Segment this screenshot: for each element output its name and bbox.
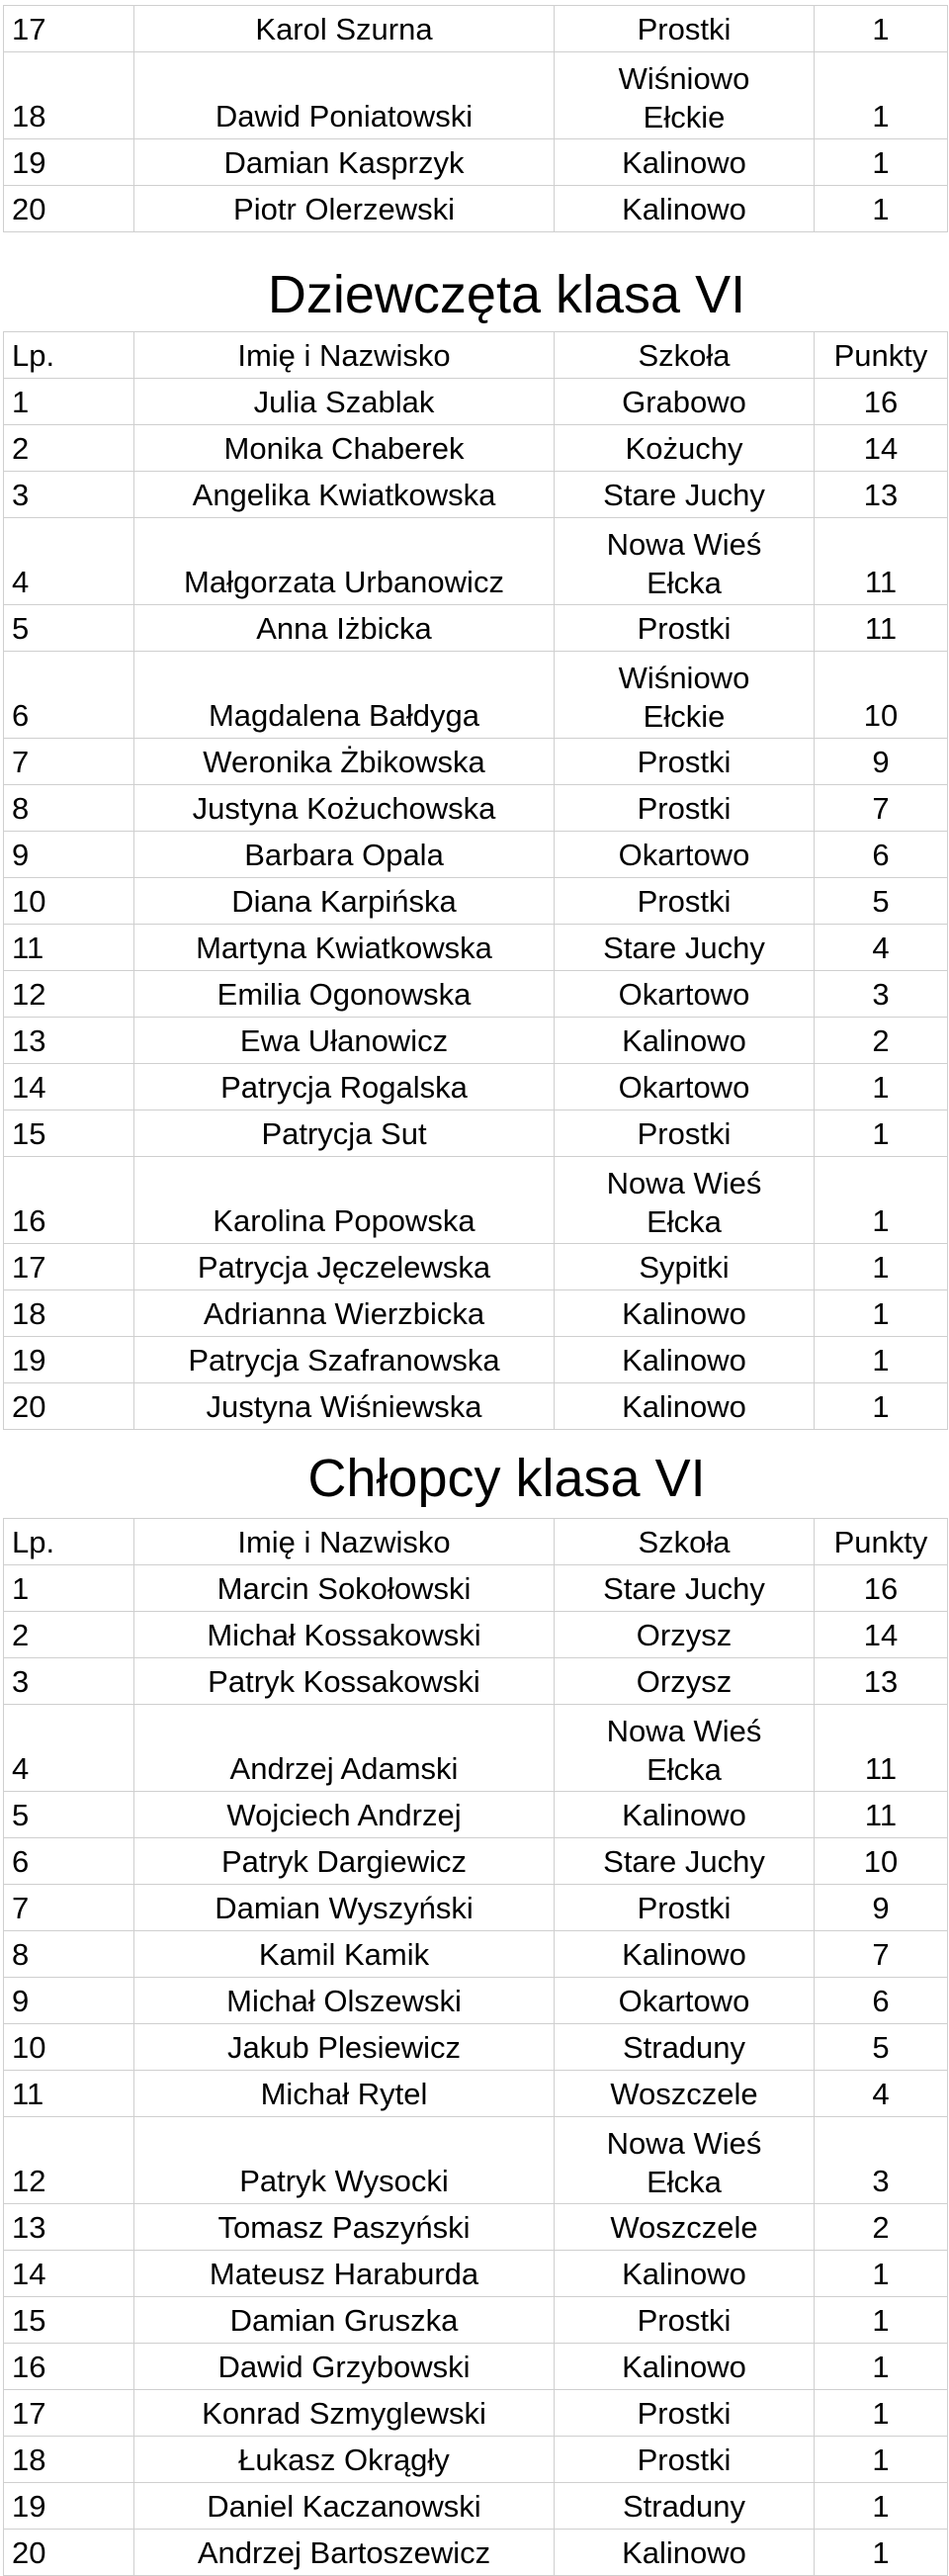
header-lp: Lp. [4, 1519, 134, 1565]
points-cell: 9 [815, 739, 948, 785]
school-cell: Stare Juchy [555, 1838, 815, 1885]
section-title-text: Dziewczęta klasa VI [267, 265, 746, 324]
points-cell: 1 [815, 2437, 948, 2483]
points-cell: 1 [815, 1064, 948, 1110]
points-cell: 1 [815, 2530, 948, 2576]
lp-cell: 18 [4, 52, 134, 139]
lp-cell: 15 [4, 2297, 134, 2344]
name-cell: Kamil Kamik [134, 1931, 555, 1978]
school-cell: Nowa Wieś Ełcka [555, 2117, 815, 2204]
points-cell: 1 [815, 1383, 948, 1430]
lp-cell: 11 [4, 925, 134, 971]
school-cell: Kalinowo [555, 186, 815, 232]
points-cell: 1 [815, 2251, 948, 2297]
points-cell: 6 [815, 832, 948, 878]
table-row [4, 52, 948, 139]
lp-cell: 17 [4, 1244, 134, 1290]
points-cell: 10 [815, 652, 948, 739]
school-cell: Nowa Wieś Ełcka [555, 1705, 815, 1792]
name-cell: Damian Wyszyński [134, 1885, 555, 1931]
lp-cell: 4 [4, 1705, 134, 1792]
lp-cell: 19 [4, 2483, 134, 2530]
school-cell: Okartowo [555, 832, 815, 878]
points-cell: 16 [815, 379, 948, 425]
points-cell: 10 [815, 1838, 948, 1885]
school-cell: Kalinowo [555, 1383, 815, 1430]
school-cell: Prostki [555, 785, 815, 832]
results-table-girls [3, 331, 948, 1430]
name-cell: Damian Kasprzyk [134, 139, 555, 186]
name-cell: Barbara Opala [134, 832, 555, 878]
section-title-text: Chłopcy klasa VI [307, 1449, 706, 1508]
name-cell: Konrad Szmyglewski [134, 2390, 555, 2437]
lp-cell: 19 [4, 1337, 134, 1383]
lp-cell: 17 [4, 2390, 134, 2437]
points-cell: 2 [815, 2204, 948, 2251]
points-cell: 1 [815, 1157, 948, 1244]
table-row [4, 739, 948, 785]
table-row [4, 925, 948, 971]
table-row [4, 1064, 948, 1110]
school-cell: Okartowo [555, 971, 815, 1018]
points-cell: 4 [815, 925, 948, 971]
name-cell: Patryk Kossakowski [134, 1658, 555, 1705]
lp-cell: 5 [4, 605, 134, 652]
name-cell: Mateusz Haraburda [134, 2251, 555, 2297]
table-row [4, 1018, 948, 1064]
table-row [4, 2297, 948, 2344]
school-cell: Kalinowo [555, 1018, 815, 1064]
points-cell: 1 [815, 1290, 948, 1337]
name-cell: Dawid Grzybowski [134, 2344, 555, 2390]
school-cell: Prostki [555, 2390, 815, 2437]
name-cell: Daniel Kaczanowski [134, 2483, 555, 2530]
points-cell: 3 [815, 2117, 948, 2204]
table-row [4, 785, 948, 832]
lp-cell: 10 [4, 2024, 134, 2071]
lp-cell: 20 [4, 186, 134, 232]
name-cell: Julia Szablak [134, 379, 555, 425]
school-cell: Kalinowo [555, 1792, 815, 1838]
school-cell: Nowa Wieś Ełcka [555, 1157, 815, 1244]
lp-cell: 7 [4, 1885, 134, 1931]
name-cell: Andrzej Adamski [134, 1705, 555, 1792]
table-row [4, 1157, 948, 1244]
name-cell: Michał Kossakowski [134, 1612, 555, 1658]
table-row [4, 2071, 948, 2117]
lp-cell: 19 [4, 139, 134, 186]
points-cell: 14 [815, 425, 948, 472]
lp-cell: 20 [4, 2530, 134, 2576]
school-cell: Orzysz [555, 1612, 815, 1658]
points-cell: 1 [815, 6, 948, 52]
name-cell: Anna Iżbicka [134, 605, 555, 652]
table-row [4, 1290, 948, 1337]
table-row [4, 1838, 948, 1885]
points-cell: 1 [815, 1337, 948, 1383]
school-cell: Prostki [555, 1110, 815, 1157]
name-cell: Marcin Sokołowski [134, 1565, 555, 1612]
name-cell: Michał Rytel [134, 2071, 555, 2117]
name-cell: Michał Olszewski [134, 1978, 555, 2024]
name-cell: Ewa Ułanowicz [134, 1018, 555, 1064]
lp-cell: 16 [4, 2344, 134, 2390]
table-row [4, 186, 948, 232]
table-row [4, 878, 948, 925]
name-cell: Patryk Wysocki [134, 2117, 555, 2204]
name-cell: Patryk Dargiewicz [134, 1838, 555, 1885]
table-row [4, 1110, 948, 1157]
school-cell: Straduny [555, 2483, 815, 2530]
table-row [4, 1978, 948, 2024]
school-cell: Kożuchy [555, 425, 815, 472]
table-row [4, 518, 948, 605]
header-lp: Lp. [4, 332, 134, 379]
lp-cell: 1 [4, 1565, 134, 1612]
name-cell: Magdalena Bałdyga [134, 652, 555, 739]
points-cell: 3 [815, 971, 948, 1018]
lp-cell: 18 [4, 1290, 134, 1337]
table-row [4, 2344, 948, 2390]
table-row [4, 139, 948, 186]
school-cell: Prostki [555, 878, 815, 925]
name-cell: Patrycja Sut [134, 1110, 555, 1157]
lp-cell: 6 [4, 652, 134, 739]
table-header-row [4, 332, 948, 379]
name-cell: Jakub Plesiewicz [134, 2024, 555, 2071]
points-cell: 7 [815, 1931, 948, 1978]
school-cell: Woszczele [555, 2204, 815, 2251]
school-cell: Stare Juchy [555, 925, 815, 971]
school-cell: Okartowo [555, 1064, 815, 1110]
lp-cell: 3 [4, 472, 134, 518]
school-cell: Woszczele [555, 2071, 815, 2117]
name-cell: Małgorzata Urbanowicz [134, 518, 555, 605]
school-cell: Kalinowo [555, 2344, 815, 2390]
lp-cell: 13 [4, 1018, 134, 1064]
header-school: Szkoła [555, 1519, 815, 1565]
school-cell: Prostki [555, 2437, 815, 2483]
lp-cell: 4 [4, 518, 134, 605]
table-row [4, 1885, 948, 1931]
school-cell: Kalinowo [555, 139, 815, 186]
name-cell: Damian Gruszka [134, 2297, 555, 2344]
results-table-boys [3, 1518, 948, 2576]
name-cell: Weronika Żbikowska [134, 739, 555, 785]
table-row [4, 1337, 948, 1383]
lp-cell: 3 [4, 1658, 134, 1705]
name-cell: Łukasz Okrągły [134, 2437, 555, 2483]
school-cell: Orzysz [555, 1658, 815, 1705]
school-cell: Straduny [555, 2024, 815, 2071]
lp-cell: 13 [4, 2204, 134, 2251]
points-cell: 1 [815, 2483, 948, 2530]
school-cell: Sypitki [555, 1244, 815, 1290]
table-row [4, 2204, 948, 2251]
lp-cell: 17 [4, 6, 134, 52]
school-cell: Prostki [555, 2297, 815, 2344]
points-cell: 1 [815, 2297, 948, 2344]
points-cell: 14 [815, 1612, 948, 1658]
points-cell: 1 [815, 52, 948, 139]
table-body [4, 379, 948, 1430]
section-title-girls [0, 265, 949, 324]
points-cell: 1 [815, 186, 948, 232]
lp-cell: 8 [4, 785, 134, 832]
table-row [4, 605, 948, 652]
lp-cell: 9 [4, 832, 134, 878]
table-row [4, 1612, 948, 1658]
lp-cell: 2 [4, 1612, 134, 1658]
table-row [4, 652, 948, 739]
lp-cell: 8 [4, 1931, 134, 1978]
school-cell: Prostki [555, 605, 815, 652]
points-cell: 5 [815, 2024, 948, 2071]
lp-cell: 14 [4, 1064, 134, 1110]
name-cell: Patrycja Jęczelewska [134, 1244, 555, 1290]
points-cell: 1 [815, 139, 948, 186]
school-cell: Stare Juchy [555, 1565, 815, 1612]
lp-cell: 10 [4, 878, 134, 925]
lp-cell: 11 [4, 2071, 134, 2117]
points-cell: 13 [815, 472, 948, 518]
points-cell: 11 [815, 605, 948, 652]
points-cell: 13 [815, 1658, 948, 1705]
name-cell: Emilia Ogonowska [134, 971, 555, 1018]
header-points: Punkty [815, 1519, 948, 1565]
name-cell: Andrzej Bartoszewicz [134, 2530, 555, 2576]
lp-cell: 2 [4, 425, 134, 472]
table-row [4, 2390, 948, 2437]
school-cell: Kalinowo [555, 2530, 815, 2576]
header-name: Imię i Nazwisko [134, 332, 555, 379]
name-cell: Angelika Kwiatkowska [134, 472, 555, 518]
table-row [4, 6, 948, 52]
name-cell: Karolina Popowska [134, 1157, 555, 1244]
table-row [4, 1244, 948, 1290]
points-cell: 1 [815, 2344, 948, 2390]
lp-cell: 16 [4, 1157, 134, 1244]
table-row [4, 832, 948, 878]
lp-cell: 15 [4, 1110, 134, 1157]
name-cell: Adrianna Wierzbicka [134, 1290, 555, 1337]
school-cell: Prostki [555, 6, 815, 52]
school-cell: Kalinowo [555, 1337, 815, 1383]
lp-cell: 9 [4, 1978, 134, 2024]
lp-cell: 1 [4, 379, 134, 425]
lp-cell: 7 [4, 739, 134, 785]
school-cell: Prostki [555, 739, 815, 785]
table-row [4, 1792, 948, 1838]
points-cell: 7 [815, 785, 948, 832]
lp-cell: 6 [4, 1838, 134, 1885]
table-row [4, 1705, 948, 1792]
table-row [4, 1931, 948, 1978]
table-row [4, 971, 948, 1018]
lp-cell: 18 [4, 2437, 134, 2483]
points-cell: 1 [815, 2390, 948, 2437]
name-cell: Tomasz Paszyński [134, 2204, 555, 2251]
points-cell: 6 [815, 1978, 948, 2024]
school-cell: Nowa Wieś Ełcka [555, 518, 815, 605]
name-cell: Patrycja Rogalska [134, 1064, 555, 1110]
table-row [4, 2024, 948, 2071]
table-row [4, 2117, 948, 2204]
table-body [4, 6, 948, 232]
points-cell: 11 [815, 1792, 948, 1838]
lp-cell: 12 [4, 2117, 134, 2204]
school-cell: Kalinowo [555, 2251, 815, 2297]
table-row [4, 472, 948, 518]
table-row [4, 1383, 948, 1430]
name-cell: Justyna Kożuchowska [134, 785, 555, 832]
points-cell: 2 [815, 1018, 948, 1064]
table-row [4, 2437, 948, 2483]
school-cell: Okartowo [555, 1978, 815, 2024]
table-row [4, 2530, 948, 2576]
table-row [4, 379, 948, 425]
table-row [4, 1565, 948, 1612]
lp-cell: 14 [4, 2251, 134, 2297]
school-cell: Prostki [555, 1885, 815, 1931]
name-cell: Piotr Olerzewski [134, 186, 555, 232]
lp-cell: 12 [4, 971, 134, 1018]
lp-cell: 5 [4, 1792, 134, 1838]
table-row [4, 2483, 948, 2530]
lp-cell: 20 [4, 1383, 134, 1430]
points-cell: 1 [815, 1110, 948, 1157]
name-cell: Karol Szurna [134, 6, 555, 52]
table-row [4, 425, 948, 472]
table-header-row [4, 1519, 948, 1565]
school-cell: Stare Juchy [555, 472, 815, 518]
school-cell: Wiśniowo Ełckie [555, 652, 815, 739]
name-cell: Dawid Poniatowski [134, 52, 555, 139]
name-cell: Monika Chaberek [134, 425, 555, 472]
school-cell: Kalinowo [555, 1931, 815, 1978]
table-row [4, 1658, 948, 1705]
results-table-continued [3, 5, 948, 232]
header-points: Punkty [815, 332, 948, 379]
header-name: Imię i Nazwisko [134, 1519, 555, 1565]
table-body [4, 1565, 948, 2576]
points-cell: 5 [815, 878, 948, 925]
points-cell: 11 [815, 1705, 948, 1792]
points-cell: 1 [815, 1244, 948, 1290]
name-cell: Martyna Kwiatkowska [134, 925, 555, 971]
school-cell: Grabowo [555, 379, 815, 425]
name-cell: Wojciech Andrzej [134, 1792, 555, 1838]
points-cell: 4 [815, 2071, 948, 2117]
points-cell: 9 [815, 1885, 948, 1931]
school-cell: Wiśniowo Ełckie [555, 52, 815, 139]
name-cell: Justyna Wiśniewska [134, 1383, 555, 1430]
header-school: Szkoła [555, 332, 815, 379]
points-cell: 16 [815, 1565, 948, 1612]
name-cell: Diana Karpińska [134, 878, 555, 925]
school-cell: Kalinowo [555, 1290, 815, 1337]
section-title-boys [0, 1449, 949, 1508]
name-cell: Patrycja Szafranowska [134, 1337, 555, 1383]
points-cell: 11 [815, 518, 948, 605]
table-row [4, 2251, 948, 2297]
